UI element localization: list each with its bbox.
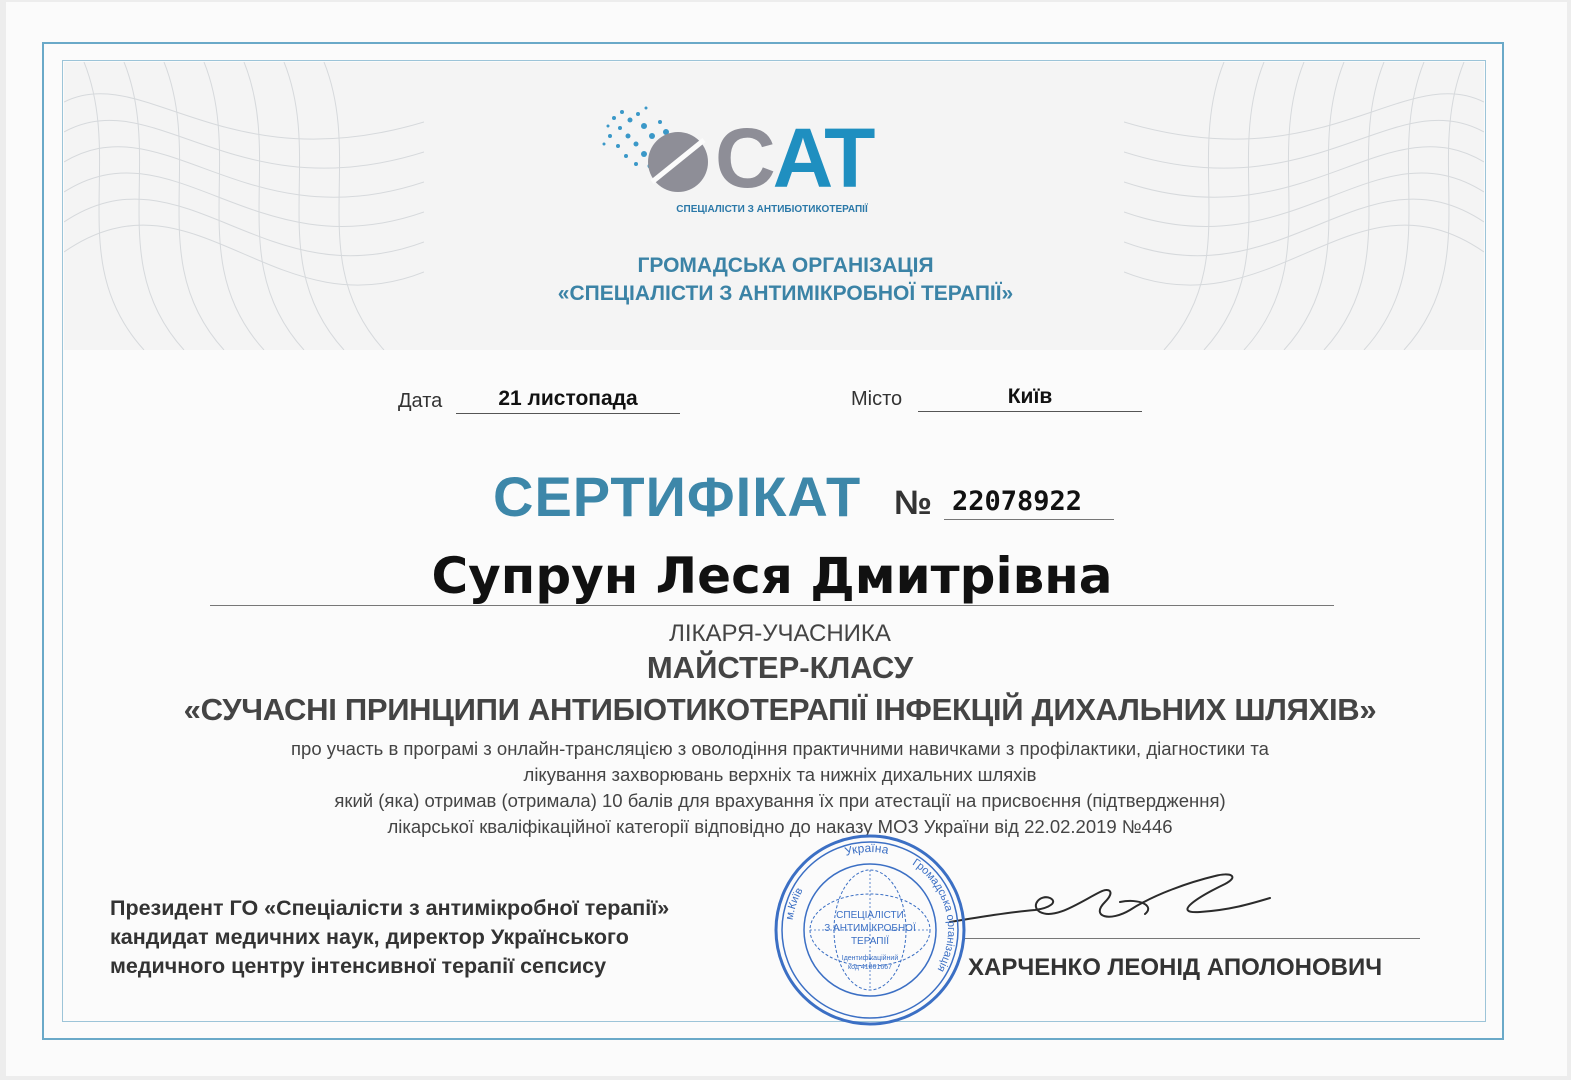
svg-text:Ідентифікаційний: Ідентифікаційний [841,955,899,962]
date-label: Дата [398,390,443,412]
logo-subtitle: СПЕЦІАЛІСТИ З АНТИБІОТИКОТЕРАПІЇ [676,204,868,215]
holder-name: Супрун Леся Дмитрівна [210,547,1334,606]
signatory-position-line: медичного центру інтенсивної терапії сепсису [110,954,607,978]
svg-text:З АНТИМІКРОБНОЇ: З АНТИМІКРОБНОЇ [824,923,916,934]
sat-logo [600,100,900,220]
organization-type: ГРОМАДСЬКА ОРГАНІЗАЦІЯ [637,254,934,277]
event-type: МАЙСТЕР-КЛАСУ [646,650,914,685]
signatory-position-line: кандидат медичних наук, директор Українського [110,925,629,949]
svg-text:Україна: Україна [843,840,890,859]
certificate-number: 22078922 [944,486,1114,520]
date-value: 21 листопада [456,387,680,414]
svg-text:м.Київ: м.Київ [783,885,806,921]
city-value: Київ [918,385,1142,412]
description-line: про участь в програмі з онлайн-трансляцією з оволодіння практичними навичками з профілактики, діагностики та [291,738,1269,759]
svg-text:код 41061667: код 41061667 [847,964,893,971]
svg-text:Громадська організація: Громадська організація [910,856,958,974]
event-title: «СУЧАСНІ ПРИНЦИПИ АНТИБІОТИКОТЕРАПІЇ ІНФЕКЦІЙ ДИХАЛЬНИХ ШЛЯХІВ» [183,692,1377,727]
svg-text:СПЕЦІАЛІСТИ: СПЕЦІАЛІСТИ [836,910,904,921]
participant-role: ЛІКАРЯ-УЧАСНИКА [669,620,891,647]
description-line: лікування захворювань верхніх та нижніх дихальних шляхів [523,764,1037,785]
handwritten-signature [940,862,1280,942]
logo-dots-icon [600,100,720,200]
organization-stamp [770,830,970,1030]
svg-text:ТЕРАПІЇ: ТЕРАПІЇ [850,936,890,947]
signatory-name: ХАРЧЕНКО ЛЕОНІД АПОЛОНОВИЧ [968,954,1383,981]
city-label: Місто [851,388,903,410]
description-line: лікарської кваліфікаційної категорії відповідно до наказу МОЗ України від 22.02.2019 №446 [387,816,1173,837]
description-line: який (яка) отримав (отримала) 10 балів для врахування їх при атестації на присвоєння (підтвердження) [334,790,1226,811]
logo-wordmark: CAT [715,111,873,205]
organization-name: «СПЕЦІАЛІСТИ З АНТИМІКРОБНОЇ ТЕРАПІЇ» [557,282,1014,305]
certificate-title: СЕРТИФІКАТ [493,465,862,528]
signatory-position-line: Президент ГО «Спеціалісти з антимікробної терапії» [110,896,670,920]
number-sign: № [894,484,932,522]
